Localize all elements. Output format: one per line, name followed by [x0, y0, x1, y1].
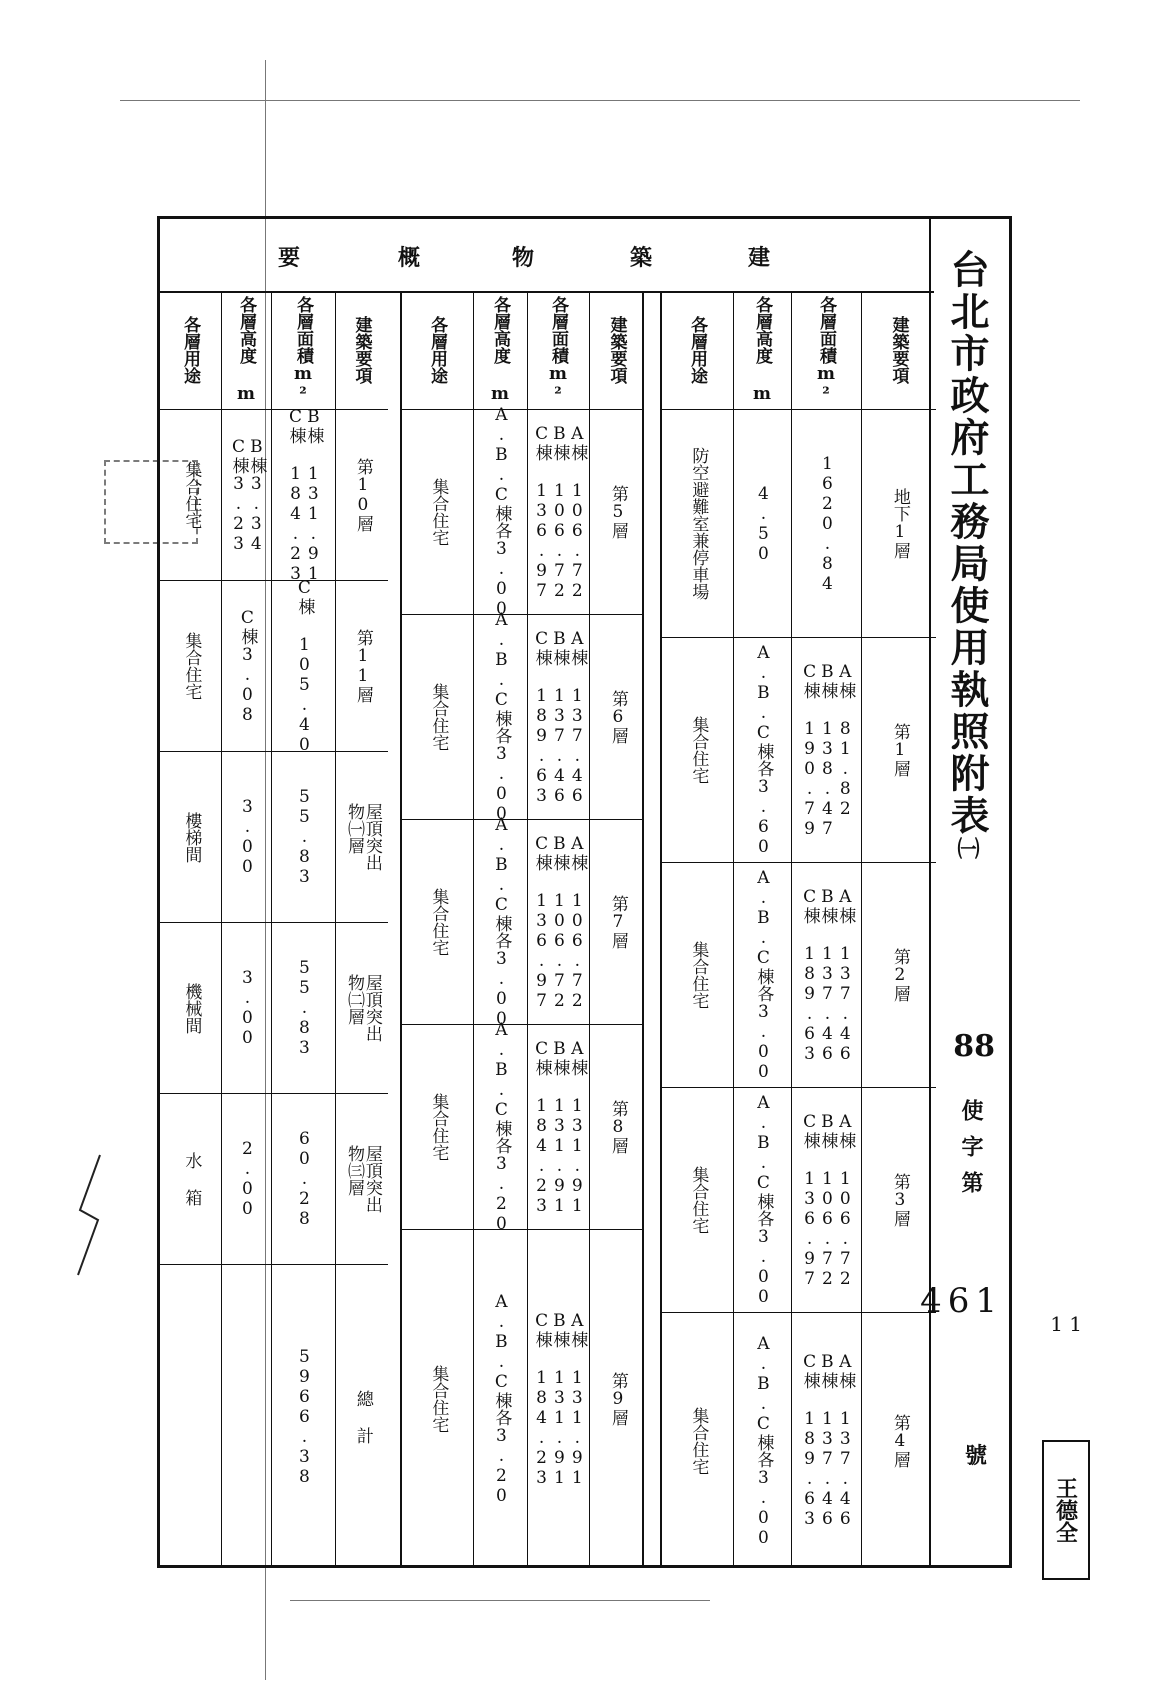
floor3-area: A棟 106.72 B棟 106.72 C棟 136.97 — [792, 1088, 861, 1313]
page-mark: 1 1 — [1050, 1312, 1082, 1336]
roof1-area: 55.83 — [272, 752, 335, 923]
name-stamp: 王德全 — [1042, 1440, 1090, 1580]
roof1-height: 3.00 — [222, 752, 271, 923]
section-label — [160, 219, 934, 293]
row-header-use: 各層用途 — [662, 291, 733, 410]
row-header-height: 各層高度 m — [222, 291, 271, 410]
floor4-use: 集合住宅 — [688, 1406, 709, 1475]
handwritten-mark — [70, 1150, 110, 1280]
basement-use: 防空避難室兼停車場 — [662, 410, 733, 638]
floor2-height: A.B.C棟各3.00 — [734, 863, 791, 1088]
title-text: 台北市政府工務局使用執照附表 — [944, 249, 990, 837]
row-header-item: 建築要項 — [862, 291, 936, 410]
basement-item: 地下1層 — [862, 410, 936, 638]
row-header-height: 各層高度 m — [734, 291, 791, 410]
floor11-height: C棟3.08 — [222, 581, 271, 752]
permit-year: 88 — [953, 1029, 995, 1064]
floor6-area: A棟 137.46 B棟 137.46 C棟 189.63 — [528, 615, 589, 820]
roof3-item: 屋頂突出 物㈢層 — [336, 1094, 388, 1265]
item-column — [336, 291, 388, 1565]
floor2-item: 第2層 — [862, 863, 936, 1088]
total-item: 總 計 — [352, 1389, 373, 1444]
permit-prefix: 使字第 — [958, 1099, 984, 1207]
data-grid — [160, 291, 934, 1565]
floor11-item: 第11層 — [336, 581, 388, 752]
section-label-char: 築 — [630, 245, 653, 271]
roof3-use: 水 箱 — [160, 1094, 221, 1265]
floor9-item: 第9層 — [607, 1372, 628, 1426]
floor2-use: 集合住宅 — [662, 863, 733, 1088]
floor7-area: A棟 106.72 B棟 106.72 C棟 136.97 — [528, 820, 589, 1025]
floor4-height: A.B.C棟各3.00 — [753, 1333, 774, 1548]
page-title — [939, 249, 995, 859]
floor1-item: 第1層 — [862, 638, 936, 863]
section-label-char: 概 — [398, 245, 421, 271]
basement-area: 1620.84 — [792, 410, 861, 638]
section-label-char: 物 — [512, 245, 535, 271]
title-number: ㈠ — [954, 837, 980, 859]
row-header-item: 建築要項 — [336, 291, 388, 410]
roof1-use: 樓梯間 — [160, 752, 221, 923]
floor8-area: A棟 131.91 B棟 131.91 C棟 184.23 — [528, 1025, 589, 1230]
floor8-item: 第8層 — [590, 1025, 644, 1230]
row-header-use: 各層用途 — [160, 291, 221, 410]
floor8-use: 集合住宅 — [402, 1025, 473, 1230]
roof3-height: 2.00 — [222, 1094, 271, 1265]
group-2 — [400, 291, 644, 1565]
floor6-height: A.B.C棟各3.00 — [474, 615, 527, 820]
total-height — [222, 1265, 271, 1568]
roof2-height: 3.00 — [222, 923, 271, 1094]
floor1-height: A.B.C棟各3.60 — [734, 638, 791, 863]
height-column — [474, 291, 528, 1565]
floor1-area: A棟 81.82 B棟 138.47 C棟 190.79 — [792, 638, 861, 863]
floor5-area: A棟 106.72 B棟 106.72 C棟 136.97 — [528, 410, 589, 615]
floor10-item: 第10層 — [336, 410, 388, 581]
floor5-use: 集合住宅 — [402, 410, 473, 615]
area-column — [272, 291, 336, 1565]
basement-height: 4.50 — [734, 410, 791, 638]
group-3 — [160, 291, 388, 1565]
floor5-height: A.B.C棟各3.00 — [474, 410, 527, 615]
item-column — [590, 291, 644, 1565]
roof2-use: 機械間 — [160, 923, 221, 1094]
floor11-area: C棟 105.40 — [272, 581, 335, 752]
floor2-area: A棟 137.46 B棟 137.46 C棟 189.63 — [792, 863, 861, 1088]
height-column — [734, 291, 792, 1565]
floor5-item: 第5層 — [590, 410, 644, 615]
item-column — [862, 291, 936, 1565]
total-area: 5966.38 — [294, 1346, 315, 1487]
group-1 — [660, 291, 934, 1565]
floor11-use: 集合住宅 — [160, 581, 221, 752]
area-column — [792, 291, 862, 1565]
floor4-item: 第4層 — [889, 1413, 910, 1468]
permit-number: 461 — [920, 1281, 1003, 1321]
section-label-char: 要 — [278, 245, 301, 271]
roof1-item: 屋頂突出 物㈠層 — [336, 752, 388, 923]
floor7-height: A.B.C棟各3.00 — [474, 820, 527, 1025]
floor9-use: 集合住宅 — [428, 1365, 449, 1433]
floor8-height: A.B.C棟各3.20 — [474, 1025, 527, 1230]
floor1-use: 集合住宅 — [662, 638, 733, 863]
row-header-use: 各層用途 — [402, 291, 473, 410]
roof2-item: 屋頂突出 物㈡層 — [336, 923, 388, 1094]
use-column — [402, 291, 474, 1565]
floor7-item: 第7層 — [590, 820, 644, 1025]
height-column — [222, 291, 272, 1565]
floor3-item: 第3層 — [862, 1088, 936, 1313]
floor3-use: 集合住宅 — [662, 1088, 733, 1313]
floor3-height: A.B.C棟各3.00 — [734, 1088, 791, 1313]
roof3-area: 60.28 — [272, 1094, 335, 1265]
section-label-char: 建 — [748, 245, 771, 271]
total-use — [160, 1265, 221, 1568]
floor10-height: B棟3.34 C棟3.23 — [222, 410, 271, 581]
row-header-item: 建築要項 — [590, 291, 644, 410]
area-column — [528, 291, 590, 1565]
table-header — [920, 219, 1009, 1565]
scan-line-bottom — [290, 1600, 710, 1601]
row-header-area: 各層面積m² — [792, 291, 861, 410]
use-column — [662, 291, 734, 1565]
floor7-use: 集合住宅 — [402, 820, 473, 1025]
row-header-area: 各層面積m² — [272, 291, 335, 410]
floor4-area: A棟 137.46 B棟 137.46 C棟 189.63 — [799, 1352, 856, 1529]
floor10-area: B棟 131.91 C棟 184.23 — [272, 410, 335, 581]
floor10-use: 集合住宅 — [160, 410, 221, 581]
row-header-height: 各層高度 m — [474, 291, 527, 410]
use-column — [160, 291, 222, 1565]
floor6-item: 第6層 — [590, 615, 644, 820]
row-header-area: 各層面積m² — [528, 291, 589, 410]
permit-suffix: 號 — [964, 1443, 987, 1469]
roof2-area: 55.83 — [272, 923, 335, 1094]
scan-line-top — [120, 100, 1080, 101]
floor9-area: A棟 131.91 B棟 131.91 C棟 184.23 — [531, 1310, 588, 1488]
permit-appendix-table — [157, 216, 1012, 1568]
floor9-height: A.B.C棟各3.20 — [491, 1292, 512, 1506]
floor6-use: 集合住宅 — [402, 615, 473, 820]
